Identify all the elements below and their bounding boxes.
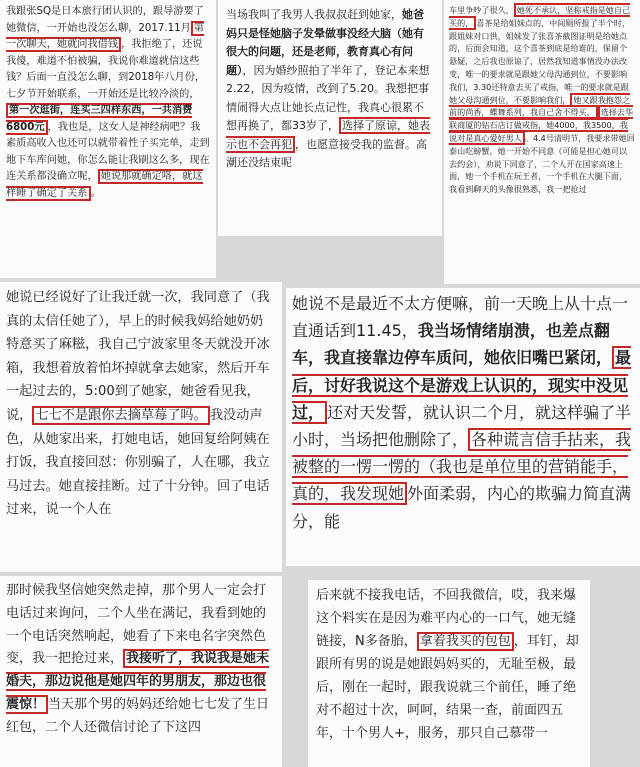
highlight-box: 选择去华联商厦的钻石店订做戒指，她4000，我3500，我说对是真心爱好男人 <box>449 107 634 143</box>
chat-screenshot-clip-5 <box>286 288 640 566</box>
text-span: 当场我叫了我男人我叔叔赶到她家， <box>226 8 402 21</box>
bold-text: 她爸妈只是怪她脑子发晕做事没经大脑（她有很大的问题，还是老师，教育真心有问题） <box>226 8 424 77</box>
highlight-box: 选择了原谅，她表示也不会再犯 <box>226 119 430 151</box>
chat-screenshot-clip-4 <box>0 282 282 572</box>
highlight-box: 各种谎言信手拈来，我被整的一愣一愣的（我也是单位里的营销能手，真的，我发现她 <box>292 430 632 504</box>
text-span: 。4.4号清明节，我要求带她回泰山吃螃蟹，她一开始不同意（可能是担心她可以去约会），劝说下同意了，二个人开在国家高速上面，她一个手机在玩王者，一个手机在大腿下面，我看到聊天的头像很熟悉，我一把抢过 <box>449 132 635 195</box>
clip-7-text <box>316 584 582 745</box>
highlight-box: 第一次逛街，连买三四样东西，一共消费6800元 <box>6 105 193 133</box>
text-span: 她直接挂断。过了十分钟。回了电话过来，说一个人在 <box>6 478 270 518</box>
highlight-box: 她又跟我抱怨之前的尚香，蝶舞系列，我自己舍不得买， <box>449 94 631 118</box>
text-span: ，耳钉，却跟所有男的说是她跟妈妈买的，无耻至极，最后，刚在一起时，跟我说就三个前任，睡了绝对不超过十次，呵呵，结果一查，前面四五年，十个男人+，服务，那只自己慕带一 <box>316 634 579 741</box>
text-span: 我跟张SQ是日本旅行团认识的，跟导游要了她微信，一开始也没怎么聊，2017.11月 <box>6 6 204 34</box>
highlight-box: 她说那就确定咯，就这样睡了确定了关系 <box>6 171 203 199</box>
clip-4-text <box>6 286 276 522</box>
chat-screenshot-clip-7 <box>308 580 590 767</box>
highlight-box: 我接听了，我说我是她未婚夫，那边说他是她四年的男朋友，那边也很震惊！ <box>6 651 270 712</box>
highlight-box: 七七不是跟你去摘草莓了吗。 <box>32 406 209 425</box>
chat-screenshot-clip-2 <box>218 0 442 236</box>
text-span: 她说已经说好了让我迁就一次，我同意了（我真的太信任她了），早上的时候我妈给她奶奶特意买了麻糍，我自己宁波家里冬天就没开冰箱，我想着放着怕坏掉就拿去她家，然后开车一起过去的，5:00到了她家，她爸看见我，说， <box>6 290 270 423</box>
bold-text: 我当场情绪崩溃，也差点翻车，我直接靠边停车质问，她依旧嘴巴紧闭， <box>292 321 613 368</box>
text-span: 。 <box>90 187 101 199</box>
chat-screenshot-clip-1 <box>0 0 216 278</box>
text-span: 还对天发誓，就认识二个月，就这样骗了半小时，当场把他删除了， <box>292 402 632 450</box>
highlight-box: 拿着我买的包包 <box>417 632 514 651</box>
text-span: 我没动声色，从她家出来，打她电话，她回复给阿姨在打饭，我直接回怼：你别骗了，人在哪，我立马过去。 <box>6 407 270 494</box>
highlight-box: 她死不承认，坚称戒指是她自己买的， <box>449 5 631 28</box>
clip-1-text <box>6 4 210 202</box>
highlight-box: 最后，讨好我说这个是游戏上认识的，现实中没见过， <box>292 348 632 422</box>
text-span: 当天那个男的妈妈还给她七七发了生日红包，二个人还微信讨论了下这四 <box>6 696 270 735</box>
chat-screenshot-clip-3 <box>444 0 640 284</box>
text-span: 车里争吵了很久， <box>449 5 514 15</box>
text-span: 喜茶是给姐妹点的，中间厕所报了半个时，跟姐妹对口供，姐妹发了张喜茶截图证明是给她点的，后面会知道，这个喜茶到底是给谁的，保留个悬疑，之后我也原谅了，居然我知道事情没办法改变，唯一的要求就是跟她父母沟通到位，不要影响我们，3.30还特意去买了戒指，唯一的要求就是跟她父母沟通到位，不要影响我们， <box>449 17 631 105</box>
clip-3-text <box>449 4 635 196</box>
clip-6-text <box>6 580 276 740</box>
clip-5-text <box>292 290 634 535</box>
text-span: 她说不是最近不太方便嘛，前一天晚上从十点一直通话到11.45， <box>292 294 629 341</box>
highlight-box: 第一次聊天，她就问我借钱 <box>6 22 204 50</box>
chat-screenshot-clip-6 <box>0 576 282 767</box>
text-span: ，我拒绝了，还说我傻，难道不怕被骗，我说你难道就信这些钱？后面一直没怎么聊，到2018年八月份，七夕节开始联系，一开始还是比较冷淡的， <box>6 39 206 100</box>
text-span: ，也愿意接受我的监督。高潮还没结束呢 <box>226 137 427 169</box>
text-span: ，我也是，这女人是神经病吧？我素质高收入也还可以就带着性子买完单，走到地下车库问她，你怎么能让我刷这么多，现在连关系都没确立呢， <box>6 121 210 182</box>
text-span: 后来就不接我电话，不回我微信，哎，我来爆这个料实在是因为难平内心的一口气，她无缝链接，N多备胎， <box>316 588 577 649</box>
text-span: 那时候我坚信她突然走掉，那个男人一定会打电话过来询问，二个人坐在满记，我看到她的一个电话突然响起，她看了下来电名字突然色变，我一把抢过来， <box>6 583 267 667</box>
text-span: 外面柔弱，内心的欺骗力简直满分，能 <box>292 484 632 531</box>
clip-2-text <box>226 6 434 173</box>
text-span: ，因为婚纱照拍了半年了，登记本来想2.22，因为疫情，改到了5.20。我想把事情闹得大点让她长点记性，我真心很累不想再换了，都33岁了， <box>226 63 430 132</box>
